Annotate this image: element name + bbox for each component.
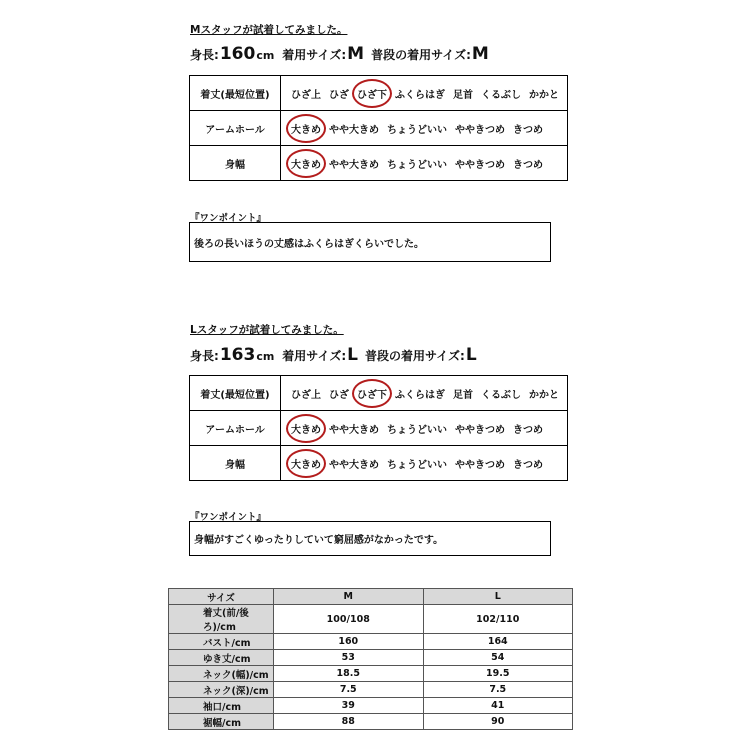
fit-option: ふくらはぎ: [395, 389, 445, 401]
fit-option: 足首: [453, 89, 473, 101]
fit-row-label: 身幅: [190, 446, 281, 481]
fit-options: [281, 446, 568, 481]
fit-option: やや大きめ: [329, 459, 379, 471]
fit-option: きつめ: [513, 424, 543, 436]
fit-option: ちょうどいい: [387, 424, 447, 436]
size-row-label: バスト/cm: [169, 634, 274, 650]
l-onepoint-label: 『ワンポイント』: [190, 512, 267, 523]
fit-row: [190, 411, 568, 446]
worn-size-value: M: [347, 44, 365, 64]
fit-option-selected: 大きめ: [291, 421, 321, 436]
usual-size-value: M: [471, 44, 489, 64]
fit-option: ちょうどいい: [387, 124, 447, 136]
fit-row: [190, 376, 568, 411]
fit-option: ちょうどいい: [387, 159, 447, 171]
fit-option-selected: 大きめ: [291, 456, 321, 471]
size-value-cell: 18.5: [274, 666, 424, 682]
size-value-cell: 160: [274, 634, 424, 650]
height-value: 160: [219, 44, 256, 64]
fit-row: [190, 146, 568, 181]
m-onepoint-box: [189, 222, 551, 262]
fit-option: ややきつめ: [455, 459, 505, 471]
l-fit-table: [189, 375, 568, 481]
fit-option: やや大きめ: [329, 424, 379, 436]
size-table: [168, 588, 573, 730]
fit-row: [190, 446, 568, 481]
l-staff-heading: Lスタッフが試着してみました。: [190, 324, 344, 336]
size-value-cell: 7.5: [274, 682, 424, 698]
fit-option: きつめ: [513, 124, 543, 136]
size-row-label: ゆき丈/cm: [169, 650, 274, 666]
fit-option-selected: 大きめ: [291, 121, 321, 136]
height-unit: cm: [256, 49, 275, 62]
size-value-cell: 39: [274, 698, 424, 714]
size-header-cell: M: [274, 589, 424, 605]
fit-option: ややきつめ: [455, 124, 505, 136]
fit-option: ひざ上: [291, 389, 321, 401]
height-unit: cm: [256, 350, 275, 363]
size-header-cell: サイズ: [169, 589, 274, 605]
size-value-cell: 90: [423, 714, 573, 730]
m-staff-heading: Mスタッフが試着してみました。: [190, 24, 348, 36]
height-label: 身長:: [190, 48, 219, 62]
size-table-row: [169, 666, 573, 682]
fit-option: ちょうどいい: [387, 459, 447, 471]
fit-option-selected: ひざ下: [357, 386, 387, 401]
fit-option: ふくらはぎ: [395, 89, 445, 101]
size-table-header: [169, 589, 573, 605]
fit-options: [281, 76, 568, 111]
fit-row-label: アームホール: [190, 111, 281, 146]
size-header-cell: L: [423, 589, 573, 605]
fit-option: かかと: [529, 389, 559, 401]
fit-option: ひざ: [329, 89, 349, 101]
size-value-cell: 100/108: [274, 605, 424, 634]
size-table-row: [169, 634, 573, 650]
worn-size-label: 着用サイズ:: [282, 48, 347, 62]
m-onepoint-text: 後ろの長いほうの丈感はふくらはぎくらいでした。: [194, 238, 424, 250]
fit-options: [281, 411, 568, 446]
fit-option-selected: ひざ下: [357, 86, 387, 101]
fit-row-label: 着丈(最短位置): [190, 376, 281, 411]
usual-size-value: L: [465, 345, 477, 365]
fit-option: ややきつめ: [455, 424, 505, 436]
size-table-row: [169, 605, 573, 634]
size-row-label: 着丈(前/後ろ)/cm: [169, 605, 274, 634]
usual-size-label: 普段の着用サイズ:: [371, 48, 471, 62]
size-table-row: [169, 650, 573, 666]
usual-size-label: 普段の着用サイズ:: [364, 349, 465, 363]
fit-option: かかと: [529, 89, 559, 101]
size-row-label: ネック(幅)/cm: [169, 666, 274, 682]
fit-option: くるぶし: [481, 389, 521, 401]
fit-row-label: 着丈(最短位置): [190, 76, 281, 111]
m-staff-measurements: [190, 44, 490, 64]
fit-option: きつめ: [513, 459, 543, 471]
size-table-row: [169, 698, 573, 714]
height-label: 身長:: [190, 349, 219, 363]
fit-option-selected: 大きめ: [291, 156, 321, 171]
fit-row-label: アームホール: [190, 411, 281, 446]
m-onepoint-label: 『ワンポイント』: [190, 213, 267, 224]
fit-options: [281, 111, 568, 146]
fit-row: [190, 111, 568, 146]
fit-row: [190, 76, 568, 111]
fit-row-label: 身幅: [190, 146, 281, 181]
size-table-row: [169, 714, 573, 730]
size-row-label: ネック(深)/cm: [169, 682, 274, 698]
height-value: 163: [219, 345, 256, 365]
m-fit-table: [189, 75, 568, 181]
size-value-cell: 164: [423, 634, 573, 650]
fit-option: ひざ上: [291, 89, 321, 101]
fit-option: ひざ: [329, 389, 349, 401]
size-value-cell: 102/110: [423, 605, 573, 634]
l-staff-measurements: [190, 345, 478, 365]
fit-option: くるぶし: [481, 89, 521, 101]
fit-options: [281, 146, 568, 181]
worn-size-label: 着用サイズ:: [282, 349, 347, 363]
fit-option: やや大きめ: [329, 124, 379, 136]
size-value-cell: 41: [423, 698, 573, 714]
size-value-cell: 19.5: [423, 666, 573, 682]
fit-option: きつめ: [513, 159, 543, 171]
l-onepoint-text: 身幅がすごくゆったりしていて窮屈感がなかったです。: [194, 535, 444, 546]
size-value-cell: 7.5: [423, 682, 573, 698]
l-onepoint-box: [189, 521, 551, 556]
size-row-label: 袖口/cm: [169, 698, 274, 714]
fit-option: ややきつめ: [455, 159, 505, 171]
size-row-label: 裾幅/cm: [169, 714, 274, 730]
worn-size-value: L: [347, 345, 358, 365]
size-value-cell: 88: [274, 714, 424, 730]
fit-option: やや大きめ: [329, 159, 379, 171]
fit-option: 足首: [453, 389, 473, 401]
size-value-cell: 53: [274, 650, 424, 666]
size-value-cell: 54: [423, 650, 573, 666]
size-table-row: [169, 682, 573, 698]
fit-options: [281, 376, 568, 411]
